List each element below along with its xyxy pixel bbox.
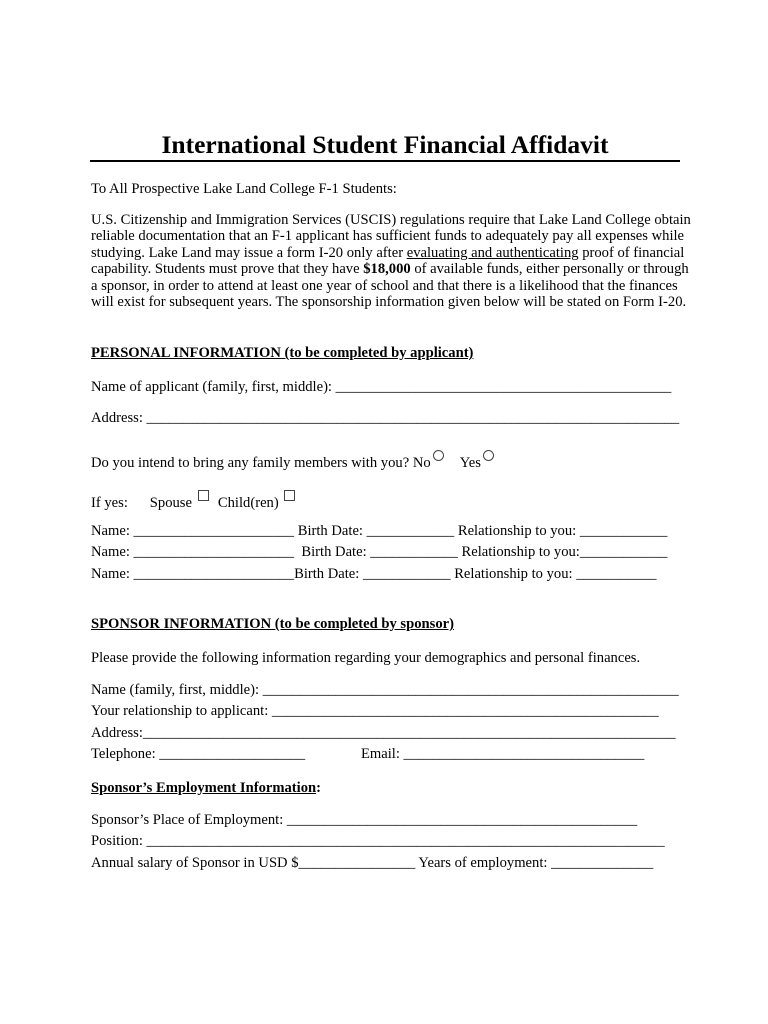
salutation: To All Prospective Lake Land College F-1 Students:	[91, 181, 397, 197]
spouse-label: Spouse	[149, 495, 192, 511]
spouse-checkbox[interactable]	[198, 490, 209, 501]
sponsor-instructions: Please provide the following information regarding your demographics and personal finances.	[91, 650, 641, 666]
sponsor-email-field[interactable]: Email: _________________________________	[361, 746, 645, 762]
employment-place-field[interactable]: Sponsor’s Place of Employment: ________________________________________________	[91, 812, 638, 828]
no-label: No	[412, 455, 431, 471]
family-question: Do you intend to bring any family members with you?	[91, 455, 410, 471]
family-member-row-1[interactable]: Name: ______________________ Birth Date: ____________ Relationship to you: ____________	[91, 523, 668, 539]
employment-heading-row	[91, 779, 321, 797]
sponsor-relationship-field[interactable]: Your relationship to applicant: _____________________________________________________	[91, 703, 659, 719]
children-checkbox[interactable]	[284, 490, 295, 501]
sponsor-info-heading: SPONSOR INFORMATION (to be completed by sponsor)	[91, 616, 454, 632]
employment-heading: Sponsor’s Employment Information	[91, 780, 317, 796]
intro-text-3: of available funds, either personally or through a sponsor, in order to attend at least one year of school and that there is a likelihood that the finances will exist for subsequent years. The sponsorship information given below will be stated on Form I-20.	[91, 261, 689, 311]
salary-and-years-field[interactable]: Annual salary of Sponsor in USD $________________ Years of employment: ______________	[91, 855, 654, 871]
family-members-row	[91, 490, 297, 512]
sponsor-address-field[interactable]: Address:_________________________________________________________________________	[91, 725, 676, 741]
yes-label: Yes	[459, 455, 481, 471]
intro-underlined-text: evaluating and authenticating	[406, 244, 579, 261]
no-radio[interactable]	[433, 450, 444, 461]
page-title: International Student Financial Affidavit	[161, 130, 609, 159]
family-question-row	[91, 450, 496, 472]
family-member-row-2[interactable]: Name: ______________________ Birth Date: ____________ Relationship to you:____________	[91, 544, 668, 560]
yes-radio[interactable]	[483, 450, 494, 461]
children-label: Child(ren)	[217, 495, 279, 511]
employment-position-field[interactable]: Position: _______________________________________________________________________	[91, 833, 665, 849]
family-member-row-3[interactable]: Name: ______________________Birth Date: ____________ Relationship to you: ___________	[91, 566, 657, 582]
intro-text-2: proof of financial capability. Students must prove that they have	[91, 244, 685, 278]
required-amount: $18,000	[363, 261, 411, 278]
employment-heading-colon: :	[316, 780, 322, 796]
intro-text-1: U.S. Citizenship and Immigration Services (USCIS) regulations require that Lake Land College obtain reliable documentation that an F-1 applicant has sufficient funds to adequately pay all expenses while studying. Lake Land may issue a form I-20 only after	[91, 212, 691, 261]
sponsor-telephone-field[interactable]: Telephone: ____________________	[91, 746, 306, 762]
title-divider	[90, 160, 680, 162]
applicant-name-field[interactable]: Name of applicant (family, first, middle): ______________________________________________	[91, 379, 672, 395]
intro-paragraph	[91, 212, 691, 310]
if-yes-label: If yes:	[91, 495, 128, 511]
sponsor-name-field[interactable]: Name (family, first, middle): _________________________________________________________	[91, 682, 679, 698]
applicant-address-field[interactable]: Address: _________________________________________________________________________	[91, 410, 680, 426]
personal-info-heading: PERSONAL INFORMATION (to be completed by applicant)	[91, 345, 474, 361]
